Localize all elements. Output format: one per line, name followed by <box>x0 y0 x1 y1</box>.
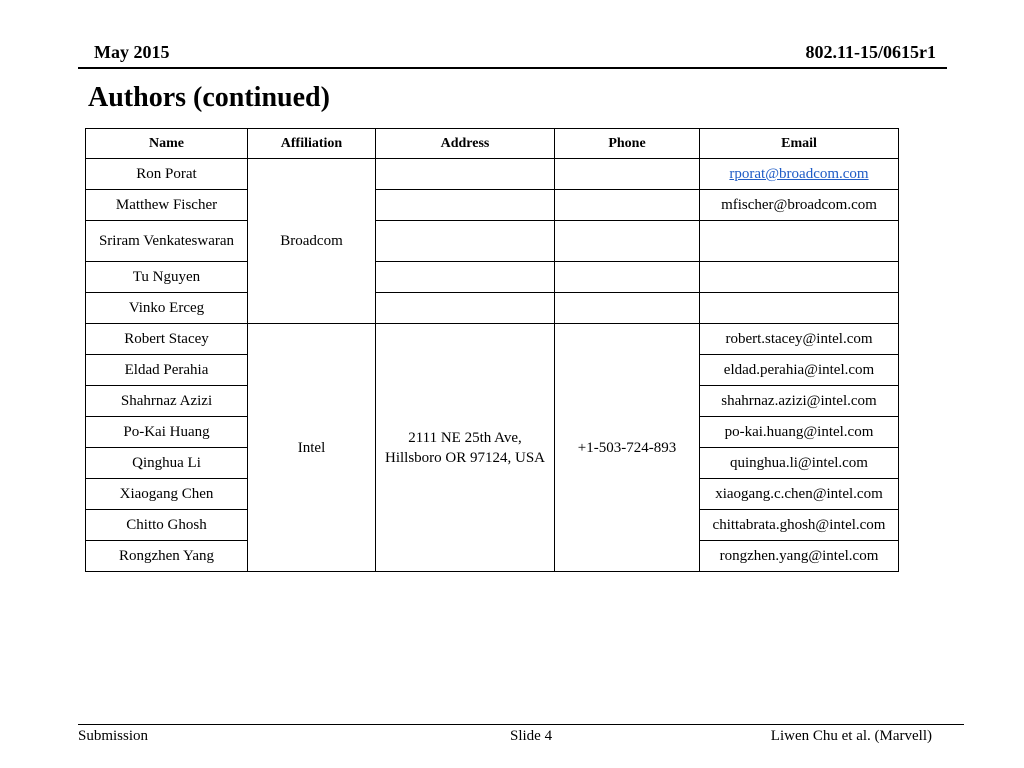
address-cell <box>376 262 555 293</box>
footer-authors: Liwen Chu et al. (Marvell) <box>770 728 932 744</box>
intel-phone: +1-503-724-893 <box>555 324 700 572</box>
phone-cell <box>555 190 700 221</box>
table-row <box>86 262 899 293</box>
email-cell: po-kai.huang@intel.com <box>700 417 899 448</box>
email-cell: shahrnaz.azizi@intel.com <box>700 386 899 417</box>
author-name: Xiaogang Chen <box>86 479 248 510</box>
email-cell: xiaogang.c.chen@intel.com <box>700 479 899 510</box>
column-header-affiliation: Affiliation <box>248 129 376 159</box>
column-header-address: Address <box>376 129 555 159</box>
address-cell <box>376 293 555 324</box>
address-cell <box>376 159 555 190</box>
column-header-phone: Phone <box>555 129 700 159</box>
phone-cell <box>555 159 700 190</box>
author-name: Ron Porat <box>86 159 248 190</box>
author-name: Qinghua Li <box>86 448 248 479</box>
email-cell: mfischer@broadcom.com <box>700 190 899 221</box>
email-cell: chittabrata.ghosh@intel.com <box>700 510 899 541</box>
author-name: Shahrnaz Azizi <box>86 386 248 417</box>
address-cell <box>376 190 555 221</box>
footer-submission: Submission <box>78 728 149 744</box>
column-header-name: Name <box>86 129 248 159</box>
footer-divider <box>78 724 964 725</box>
author-name: Sriram Venkateswaran <box>86 221 248 262</box>
header-date: May 2015 <box>94 42 170 62</box>
author-name: Po-Kai Huang <box>86 417 248 448</box>
header-doc-id: 802.11-15/0615r1 <box>805 42 936 62</box>
author-name: Eldad Perahia <box>86 355 248 386</box>
intel-address: 2111 NE 25th Ave, Hillsboro OR 97124, USA <box>376 324 555 572</box>
affiliation-broadcom: Broadcom <box>248 159 376 324</box>
author-name: Tu Nguyen <box>86 262 248 293</box>
column-header-email: Email <box>700 129 899 159</box>
email-cell: quinghua.li@intel.com <box>700 448 899 479</box>
table-row <box>86 190 899 221</box>
table-row <box>86 221 899 262</box>
author-name: Vinko Erceg <box>86 293 248 324</box>
email-cell: rongzhen.yang@intel.com <box>700 541 899 572</box>
table-row <box>86 293 899 324</box>
affiliation-intel: Intel <box>248 324 376 572</box>
phone-cell <box>555 221 700 262</box>
email-cell <box>700 262 899 293</box>
author-name: Robert Stacey <box>86 324 248 355</box>
slide-title: Authors (continued) <box>88 82 330 113</box>
authors-table <box>85 128 899 572</box>
phone-cell <box>555 262 700 293</box>
email-cell <box>700 221 899 262</box>
table-row <box>86 159 899 190</box>
footer-slide-number: Slide 4 <box>510 728 553 744</box>
header-divider <box>78 67 947 69</box>
author-name: Rongzhen Yang <box>86 541 248 572</box>
email-cell <box>700 293 899 324</box>
table-header-row <box>86 129 899 159</box>
author-name: Matthew Fischer <box>86 190 248 221</box>
email-cell: eldad.perahia@intel.com <box>700 355 899 386</box>
table-row <box>86 324 899 355</box>
email-cell: robert.stacey@intel.com <box>700 324 899 355</box>
phone-cell <box>555 293 700 324</box>
address-cell <box>376 221 555 262</box>
email-link[interactable]: rporat@broadcom.com <box>729 166 869 182</box>
email-cell[interactable] <box>700 159 899 190</box>
author-name: Chitto Ghosh <box>86 510 248 541</box>
